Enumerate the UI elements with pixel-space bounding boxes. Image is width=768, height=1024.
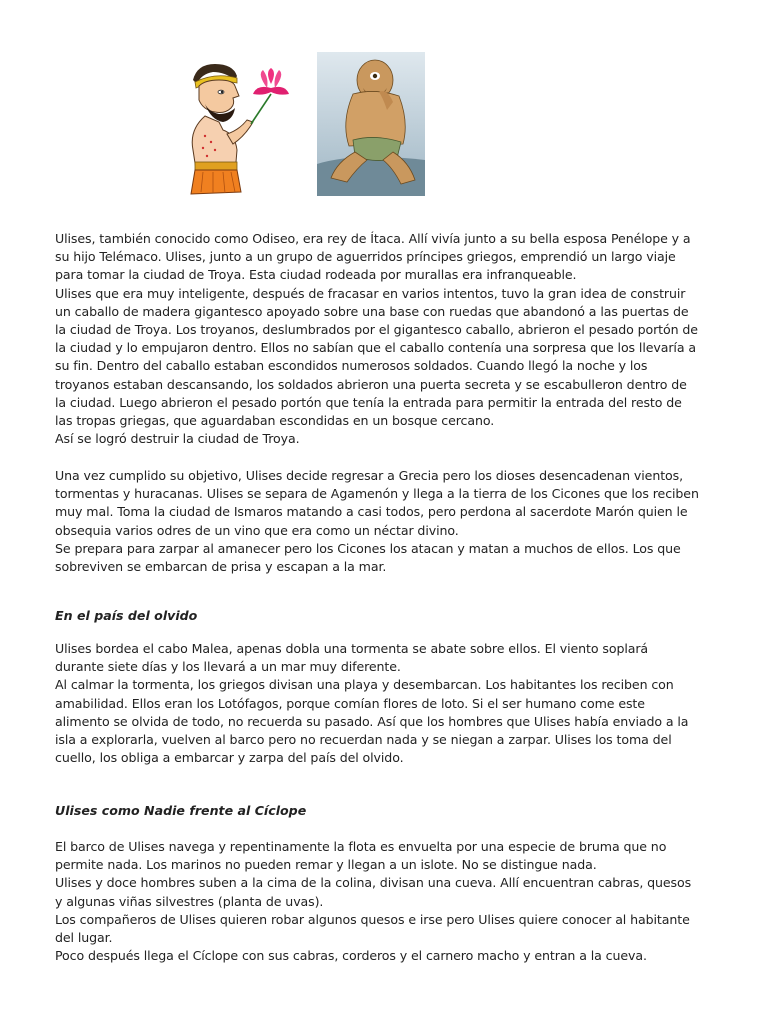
paragraph: Una vez cumplido su objetivo, Ulises decide regresar a Grecia pero los dioses desencadenan vientos, tormentas y huracanas. Ulises se separa de Agamenón y llega a la tierra de los Cicones que los reciben muy mal. Toma la ciudad de Ismaros matando a casi todos, pero perdona al sacerdote Marón quien le obsequia varios odres de un vino que era como un néctar divino. bbox=[55, 468, 699, 538]
paragraph: Al calmar la tormenta, los griegos divisan una playa y desembarcan. Los habitantes los reciben con amabilidad. Ellos eran los Lotófagos, porque comían flores de loto. Si el ser humano come este alimento se olvida de todo, no recuerda su pasado. Así que los hombres que Ulises había enviado a la isla a explorarla, vuelven al barco pero no recuerdan nada y se niegan a zarpar. Ulises los toma del cuello, los obliga a embarcar y zarpa del país del olvido. bbox=[55, 677, 689, 766]
paragraph: Así se logró destruir la ciudad de Troya. bbox=[55, 431, 300, 447]
return-text bbox=[55, 467, 700, 576]
section2-text bbox=[55, 838, 700, 965]
paragraph: Ulises, también conocido como Odiseo, era rey de Ítaca. Allí vivía junto a su bella esposa Penélope y a su hijo Telémaco. Ulises, junto a un grupo de aguerridos príncipes griegos, emprendió un largo viaje para tomar la ciudad de Troya. Esta ciudad rodeada por murallas era infranqueable. bbox=[55, 231, 691, 283]
paragraph: Ulises bordea el cabo Malea, apenas dobla una tormenta se abate sobre ellos. El viento soplará durante siete días y los llevará a un mar muy diferente. bbox=[55, 641, 649, 675]
cyclops-illustration bbox=[317, 52, 425, 196]
section-heading: En el país del olvido bbox=[55, 608, 198, 623]
paragraph: Poco después llega el Cíclope con sus cabras, corderos y el carnero macho y entran a la cueva. bbox=[55, 948, 647, 964]
paragraph: Se prepara para zarpar al amanecer pero los Cicones los atacan y matan a muchos de ellos. Los que sobreviven se embarcan de prisa y escapan a la mar. bbox=[55, 540, 681, 575]
intro-text bbox=[55, 230, 700, 448]
paragraph: El barco de Ulises navega y repentinamente la flota es envuelta por una especie de bruma que no permite nada. Los marinos no pueden remar y llegan a un islote. No se distingue nada. bbox=[55, 839, 667, 873]
paragraph: Los compañeros de Ulises quieren robar algunos quesos e irse pero Ulises quiere conocer al habitante del lugar. bbox=[55, 911, 690, 946]
paragraph: Ulises que era muy inteligente, después de fracasar en varios intentos, tuvo la gran idea de construir un caballo de madera gigantesco apoyado sobre una base con ruedas que abandonó a las puertas de la ciudad de Troya. Los troyanos, deslumbrados por el gigantesco caballo, abrieron el pesado portón de la ciudad y lo empujaron dentro. Ellos no sabían que el caballo contenía una sorpresa que los llevaría a su fin. Dentro del caballo estaban escondidos numerosos soldados. Cuando llegó la noche y los troyanos estaban descansando, los soldados abrieron una puerta secreta y se escabulleron dentro de la ciudad. Luego abrieron el pesado portón que tenía la entrada para permitir la entrada del resto de las tropas griegas, que aguardaban escondidas en un bosque cercano. bbox=[55, 285, 698, 429]
paragraph: Ulises y doce hombres suben a la cima de la colina, divisan una cueva. Allí encuentran cabras, quesos y algunas viñas silvestres (planta de uvas). bbox=[55, 875, 692, 909]
section1-text bbox=[55, 640, 700, 767]
ulysses-lotus-illustration bbox=[175, 50, 315, 196]
section-heading: Ulises como Nadie frente al Cíclope bbox=[55, 803, 307, 818]
